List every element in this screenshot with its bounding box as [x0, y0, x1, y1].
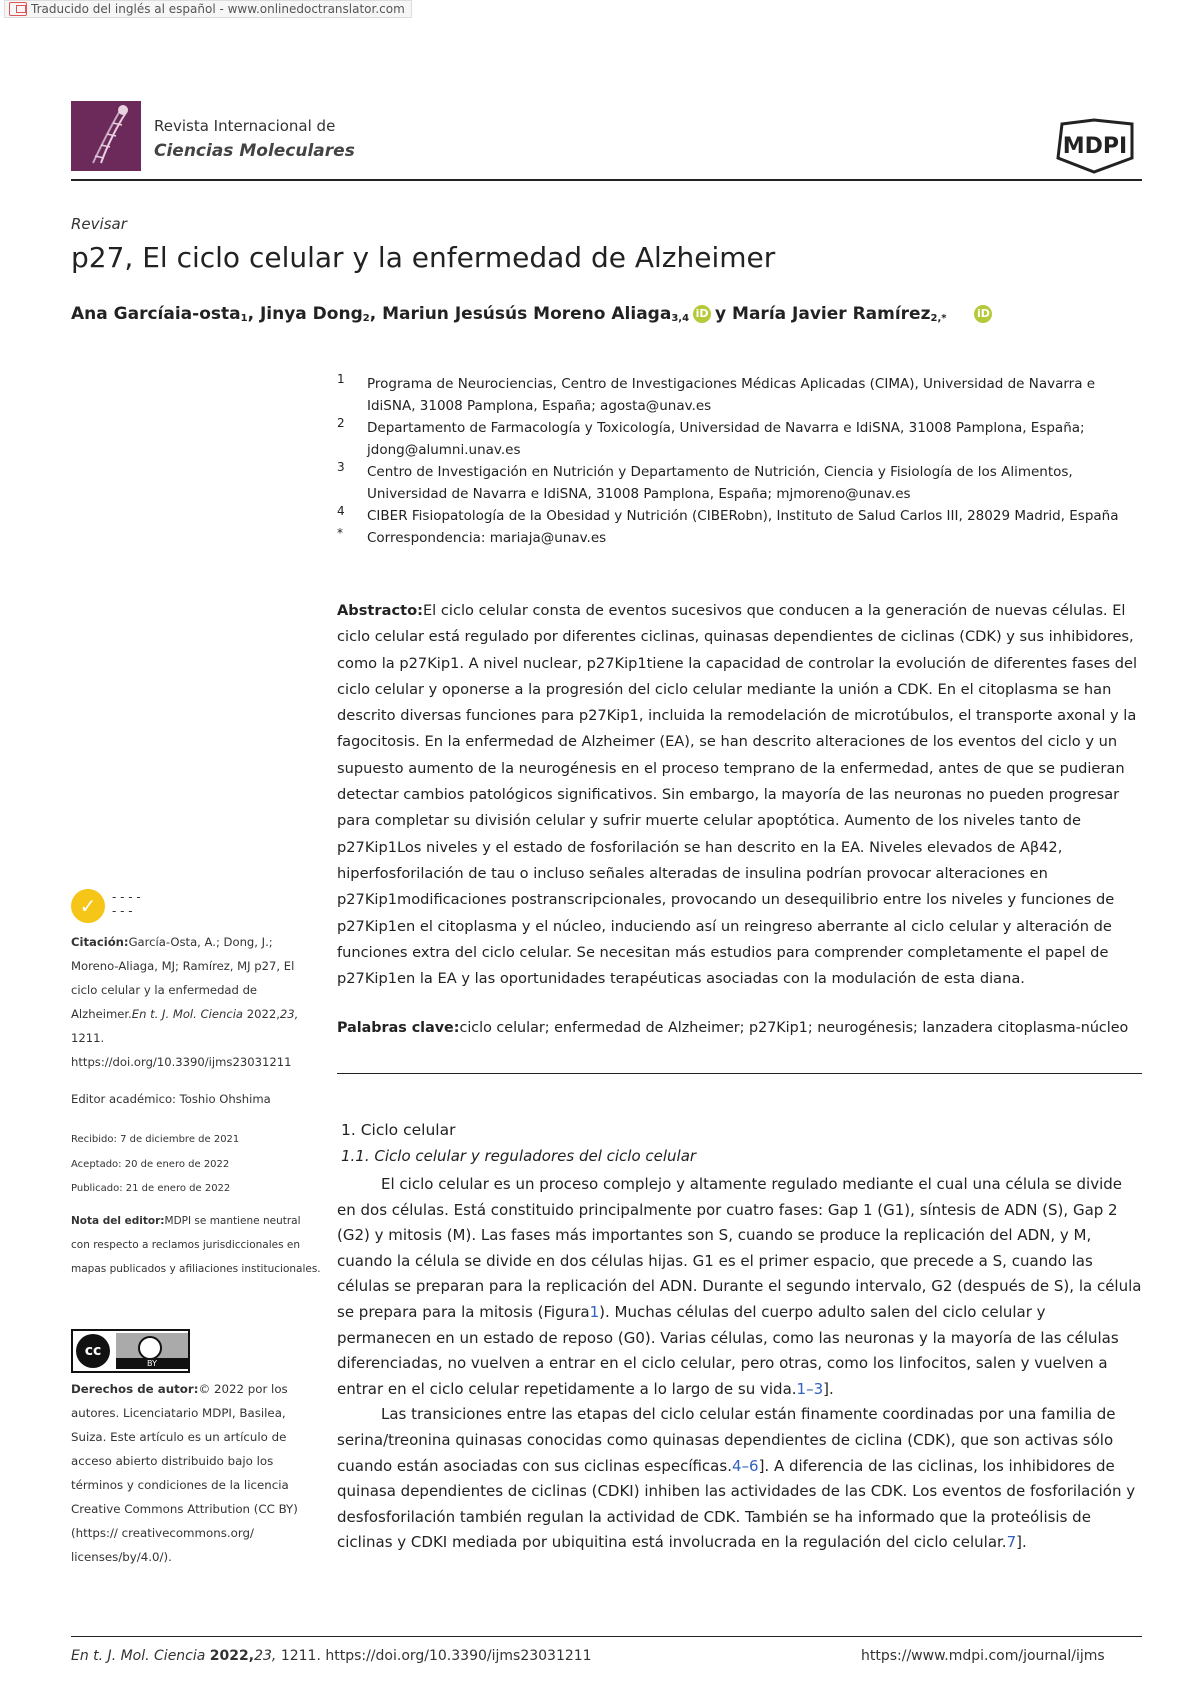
journal-name-line2: Ciencias Moleculares [154, 141, 355, 161]
dates [71, 1128, 239, 1202]
accepted-date: Aceptado: 20 de enero de 2022 [71, 1158, 230, 1170]
body-text [337, 1172, 1142, 1556]
section-heading: 1. Ciclo celular [341, 1121, 456, 1139]
footer-divider [71, 1636, 1142, 1637]
reference-link[interactable]: 1–3 [796, 1379, 824, 1398]
received-date: Recibido: 7 de diciembre de 2021 [71, 1134, 240, 1145]
affiliation-item: 1 Programa de Neurociencias, Centro de Investigaciones Médicas Aplicadas (CIMA), Universidad de Navarra e IdiSNA, 31008 Pamplona, España; agosta@unav.es [337, 372, 1096, 414]
journal-name-line1: Revista Internacional de [154, 117, 336, 135]
academic-editor: Editor académico: Toshio Ohshima [71, 1092, 271, 1106]
author-name[interactable]: Mariun Jesúsús Moreno Aliaga [382, 304, 672, 324]
copyright: Derechos de autor:© 2022 por los autores. Licenciatario MDPI, Basilea, Suiza. Este artículo es un artículo de acceso abierto distribuido bajo los términos y condiciones de la licencia Creative Commons Attribution (CC BY) (https:// creativecommons.org/ licenses/by/4.0/). [71, 1382, 298, 1564]
translator-banner[interactable] [4, 0, 412, 18]
journal-logo [71, 101, 141, 171]
author-aff: 2 [362, 313, 370, 324]
footer-doi[interactable]: 1211. https://doi.org/10.3390/ijms23031211 [280, 1648, 592, 1664]
cc-icon: cc [76, 1334, 110, 1368]
author-name[interactable]: María Javier Ramírez [732, 304, 931, 324]
author-name[interactable]: Jinya Dong [259, 304, 363, 324]
author-aff: 1 [240, 313, 248, 324]
abstract-text: El ciclo celular consta de eventos sucesivos que conducen a la generación de nuevas células. El ciclo celular está regulado por diferentes ciclinas, quinasas dependientes de ciclinas (CDK) y sus inhibidores, como la p27Kip1. A nivel nuclear, p27Kip1tiene la capacidad de controlar la evolución de diferentes fases del ciclo celular y oponerse a la progresión del ciclo celular mediante la unión a CDK. En el citoplasma se han descrito diversas funciones para p27Kip1, incluida la remodelación de microtúbulos, el transporte axonal y la fagocitosis. En la enfermedad de Alzheimer (EA), se han descrito alteraciones de los eventos del ciclo y un supuesto aumento de la neurogénesis en el proceso temprano de la enfermedad, antes de que se pudieran detectar cambios patológicos significativos. Sin embargo, la mayoría de las neuronas no pueden progresar para completar su división celular y sufrir muerte celular apoptótica. Aumento de los niveles tanto de p27Kip1Los niveles y el estado de fosforilación se han descrito en la EA. Niveles elevados de Aβ42, hiperfosforilación de tau o incluso señales alteradas de insulina podrían provocar alteraciones en p27Kip1modificaciones postranscripcionales, provocando un desequilibrio entre los niveles y funciones de p27Kip1en el citoplasma y el núcleo, induciendo así un reingreso aberrante al ciclo celular y alteración de funciones extra del ciclo celular. Se necesitan más estudios para comprender completamente el papel de p27Kip1en la EA y las oportunidades terapéuticas asociadas con la modulación de esta diana. [337, 602, 1138, 988]
person-icon [138, 1336, 162, 1360]
cc-by-license-icon[interactable] [71, 1329, 190, 1373]
reference-link[interactable]: 4–6 [731, 1456, 759, 1475]
citation-doi[interactable]: 1211. https://doi.org/10.3390/ijms23031211 [71, 1031, 292, 1069]
affiliation-item: 3 Centro de Investigación en Nutrición y Departamento de Nutrición, Ciencia y Fisiología de los Alimentos, Universidad de Navarra e IdiSNA, 31008 Pamplona, España; mjmoreno@unav.es [337, 460, 1073, 502]
translator-banner-text: Traducido del inglés al español - www.onlinedoctranslator.com [31, 2, 405, 16]
check-for-updates-text: - - - - - - - [112, 890, 141, 918]
abstract [337, 598, 1142, 992]
author-aff: 2,* [930, 313, 947, 324]
paragraph: Las transiciones entre las etapas del ciclo celular están finamente coordinadas por una familia de serina/treonina quinasas conocidas como quinasas dependientes de ciclina (CDK), que son activas sólo cuando están asociadas con sus ciclinas específicas.4–6]. A diferencia de las ciclinas, los inhibidores de quinasa dependientes de ciclinas (CDKI) inhiben las actividades de las CDK. Los eventos de fosforilación y desfosforilación también regulan la actividad de CDK. También se ha informado que la proteólisis de ciclinas y CDKI mediada por ubiquitina está involucrada en la regulación del ciclo celular.7]. [337, 1405, 1136, 1552]
mdpi-logo[interactable] [1050, 118, 1140, 174]
article-title: p27, El ciclo celular y la enfermedad de Alzheimer [71, 241, 776, 274]
footer-citation: En t. J. Mol. Ciencia 2022,23, 1211. https://doi.org/10.3390/ijms23031211 [71, 1648, 592, 1664]
figure-link[interactable]: 1 [589, 1302, 600, 1321]
orcid-icon[interactable]: iD [974, 305, 992, 323]
keywords-text: ciclo celular; enfermedad de Alzheimer; p27Kip1; neurogénesis; lanzadera citoplasma-núcleo [459, 1020, 1129, 1036]
by-icon: BY [116, 1333, 188, 1369]
abstract-label: Abstracto: [337, 602, 423, 619]
check-for-updates-icon[interactable]: ✓ [71, 889, 105, 923]
footer-journal-url[interactable]: https://www.mdpi.com/journal/ijms [861, 1648, 1105, 1664]
abstract-divider [337, 1073, 1142, 1074]
svg-text:MDPI: MDPI [1062, 134, 1128, 159]
affiliation-item: * Correspondencia: mariaja@unav.es [337, 526, 607, 546]
author-list: Ana Garcíaia-osta$_1$, Jinya Dong$_2$, Mariun Jesúsús Moreno Aliaga$_{3,4}$ iD y María Javier Ramírez$_{2,*}$ iD [71, 304, 996, 324]
reference-link[interactable]: 7 [1006, 1533, 1017, 1552]
article-type: Revisar [71, 215, 127, 233]
header-divider [71, 179, 1142, 181]
keywords [337, 1020, 1142, 1036]
published-date: Publicado: 21 de enero de 2022 [71, 1183, 231, 1194]
affiliation-item: 4 CIBER Fisiopatología de la Obesidad y Nutrición (CIBERobn), Instituto de Salud Carlos III, 28029 Madrid, España [337, 504, 1119, 524]
subsection-heading: 1.1. Ciclo celular y reguladores del ciclo celular [341, 1147, 697, 1165]
author-aff: 3,4 [671, 313, 690, 324]
affiliations [337, 373, 1137, 549]
translate-icon [9, 2, 27, 16]
paragraph: El ciclo celular es un proceso complejo y altamente regulado mediante el cual una célula se divide en dos células. Está constituido principalmente por cuatro fases: Gap 1 (G1), síntesis de ADN (S), Gap 2 (G2) y mitosis (M). Las fases más importantes son S, cuando se produce la replicación del ADN, y M, cuando la célula se divide en dos células hijas. G1 es el primer espacio, que precede a S, cuando las células se preparan para la replicación del ADN. Durante el segundo intervalo, G2 (después de S), la célula se prepara para la mitosis (Figura1). Muchas células del cuerpo adulto salen del ciclo celular y permanecen en un estado de reposo (G0). Varias células, como las neuronas y la mayoría de las células diferenciadas, no vuelven a entrar en el ciclo celular, pero otras, como los linfocitos, salen y vuelven a entrar en el ciclo celular repetidamente a lo largo de su vida.1–3]. [337, 1175, 1142, 1398]
keywords-label: Palabras clave: [337, 1020, 460, 1036]
citation: Citación:García-Osta, A.; Dong, J.; Moreno-Aliaga, MJ; Ramírez, MJ p27, El ciclo celular y la enfermedad de Alzheimer.En t. J. Mol. Ciencia 2022,23, 1211. https://doi.org/10.3390/ijms23031211 [71, 935, 299, 1069]
orcid-icon[interactable]: iD [693, 305, 711, 323]
affiliation-item: 2 Departamento de Farmacología y Toxicología, Universidad de Navarra e IdiSNA, 31008 Pamplona, España; jdong@alumni.unav.es [337, 416, 1085, 458]
author-name[interactable]: Ana Garcíaia-osta [71, 304, 241, 324]
publisher-note: Nota del editor:MDPI se mantiene neutral con respecto a reclamos jurisdiccionales en mapas publicados y afiliaciones institucionales. [71, 1215, 321, 1275]
